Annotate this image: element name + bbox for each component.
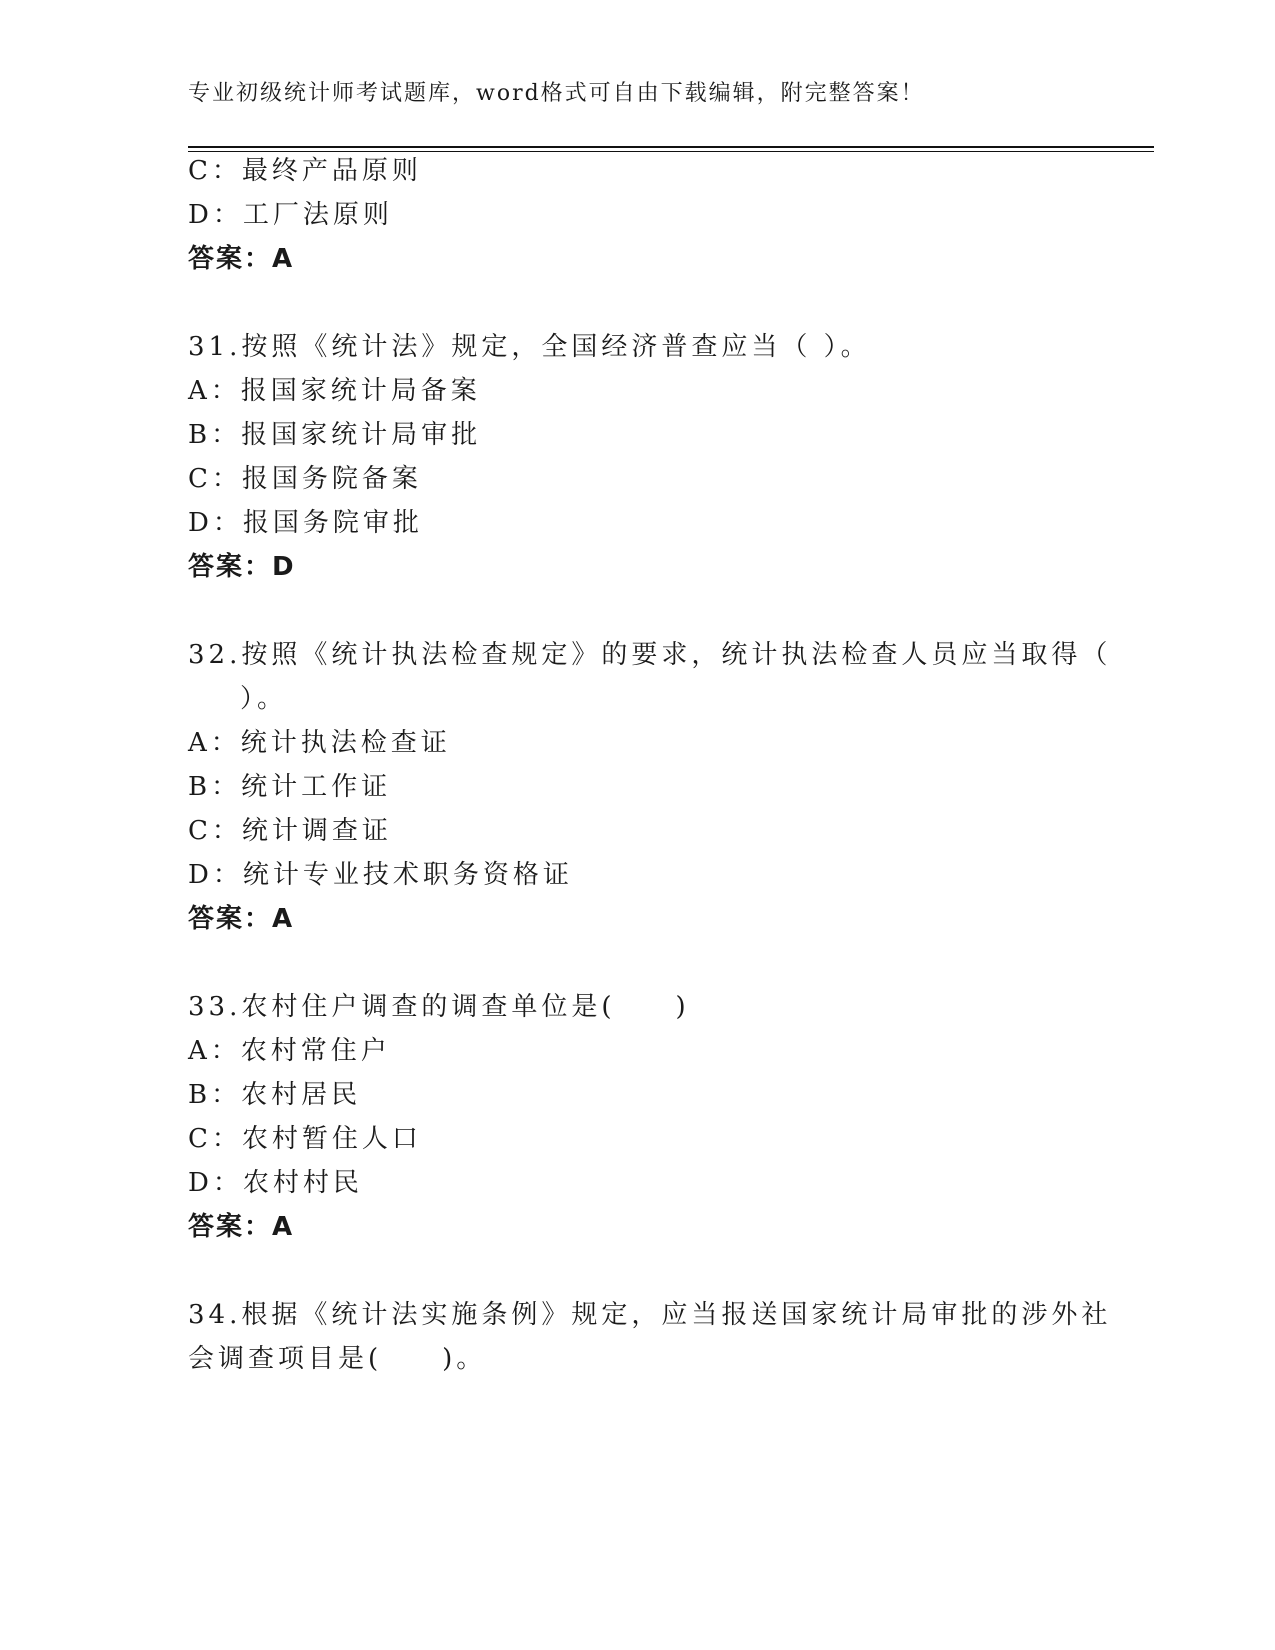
question-31: 31.按照《统计法》规定，全国经济普查应当（ ）。 — [188, 332, 871, 362]
question-32: 32.按照《统计执法检查规定》的要求，统计执法检查人员应当取得（ — [188, 640, 1112, 670]
option-a: A：农村常住户 — [188, 1036, 391, 1066]
answer: 答案：A — [188, 904, 295, 934]
question-34: 34.根据《统计法实施条例》规定，应当报送国家统计局审批的涉外社 — [188, 1300, 1112, 1330]
answer: 答案：A — [188, 244, 295, 274]
option-b: B：统计工作证 — [188, 772, 392, 802]
header-divider — [188, 146, 1154, 152]
option-b: B：农村居民 — [188, 1080, 362, 1110]
option-a: A：报国家统计局备案 — [188, 376, 481, 406]
answer: 答案：A — [188, 1212, 295, 1242]
option-d: D：报国务院审批 — [188, 508, 423, 538]
option-c: C：报国务院备案 — [188, 464, 422, 494]
option-c: C：农村暂住人口 — [188, 1124, 422, 1154]
question-32-continued: ）。 — [240, 684, 288, 714]
option-d: D：工厂法原则 — [188, 200, 393, 230]
option-b: B：报国家统计局审批 — [188, 420, 482, 450]
option-a: A：统计执法检查证 — [188, 728, 451, 758]
option-d: D：统计专业技术职务资格证 — [188, 860, 573, 890]
question-34-continued: 会调查项目是( )。 — [188, 1344, 487, 1374]
question-33: 33.农村住户调查的调查单位是( ) — [188, 992, 690, 1022]
option-c: C：最终产品原则 — [188, 156, 422, 186]
page-header: 专业初级统计师考试题库，word格式可自由下载编辑，附完整答案！ — [188, 81, 925, 106]
option-d: D：农村村民 — [188, 1168, 363, 1198]
option-c: C：统计调查证 — [188, 816, 392, 846]
answer: 答案：D — [188, 552, 296, 582]
